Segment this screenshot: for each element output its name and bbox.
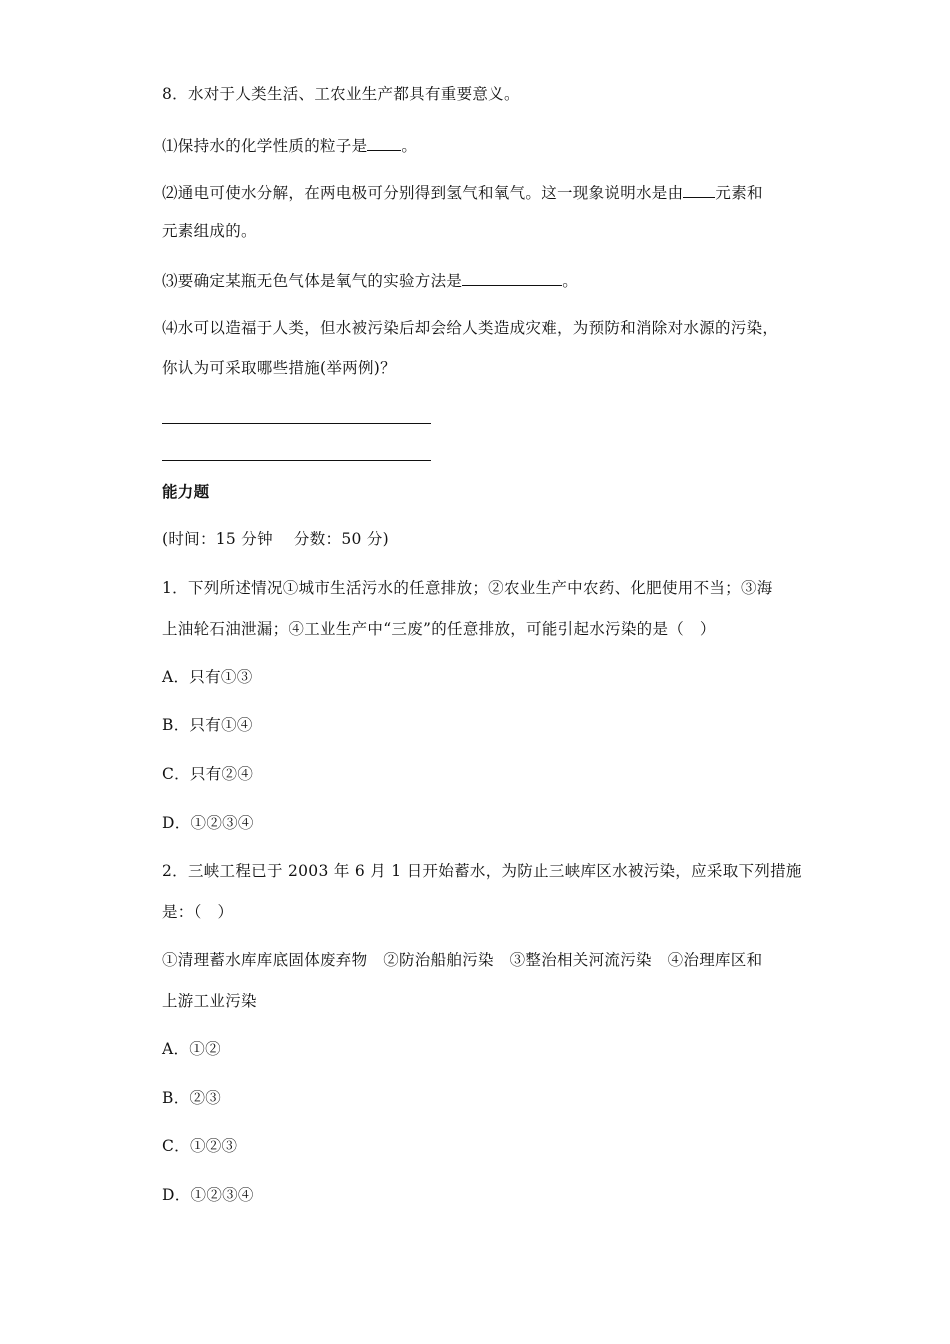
q8-part4-cont: 你认为可采取哪些措施(举两例)？ xyxy=(162,359,396,377)
q8-part4: ⑷水可以造福于人类，但水被污染后却会给人类造成灾难，为预防和消除对水源的污染， xyxy=(162,319,779,337)
q8-part1-text: ⑴保持水的化学性质的粒子是 xyxy=(162,137,368,155)
section-meta: (时间：15 分钟 分数：50 分) xyxy=(162,530,390,548)
q8-part2-text: ⑵通电可使水分解，在两电极可分别得到氢气和氧气。这一现象说明水是由 xyxy=(162,184,684,202)
q8-part2 xyxy=(162,181,763,203)
section-title: 能力题 xyxy=(162,483,210,501)
q2-items-cont: 上游工业污染 xyxy=(162,992,257,1010)
q8-part1-blank xyxy=(367,134,401,151)
q8-part3-blank xyxy=(462,269,562,286)
q2-option-c: C．①②③ xyxy=(162,1137,238,1155)
q8-part3 xyxy=(162,269,578,291)
q1-option-a: A．只有①③ xyxy=(162,668,253,686)
q8-part2-mid: 元素和 xyxy=(715,184,763,202)
q2-stem-cont: 是：（ ） xyxy=(162,903,234,921)
q8-stem: 8．水对于人类生活、工农业生产都具有重要意义。 xyxy=(162,85,520,103)
answer-line-1 xyxy=(162,423,431,424)
q2-items: ①清理蓄水库库底固体废弃物 ②防治船舶污染 ③整治相关河流污染 ④治理库区和 xyxy=(162,951,763,969)
q8-part1-end: 。 xyxy=(401,137,418,155)
q2-option-d: D．①②③④ xyxy=(162,1186,254,1204)
q8-part2-cont: 元素组成的。 xyxy=(162,222,257,240)
q8-part3-end: 。 xyxy=(562,272,579,290)
q8-part3-text: ⑶要确定某瓶无色气体是氧气的实验方法是 xyxy=(162,272,463,290)
q1-stem: 1．下列所述情况①城市生活污水的任意排放；②农业生产中农药、化肥使用不当；③海 xyxy=(162,579,773,597)
q8-part1 xyxy=(162,134,417,156)
q1-option-c: C．只有②④ xyxy=(162,765,254,783)
q2-stem: 2．三峡工程已于 2003 年 6 月 1 日开始蓄水，为防止三峡库区水被污染，应采取下列措施 xyxy=(162,862,802,880)
q1-option-b: B．只有①④ xyxy=(162,716,253,734)
answer-line-2 xyxy=(162,460,431,461)
q2-option-a: A．①② xyxy=(162,1040,221,1058)
q2-option-b: B．②③ xyxy=(162,1089,222,1107)
q8-part2-blank xyxy=(683,181,715,198)
q1-option-d: D．①②③④ xyxy=(162,814,254,832)
q1-stem-cont: 上油轮石油泄漏；④工业生产中“三废”的任意排放，可能引起水污染的是（ ） xyxy=(162,620,716,638)
